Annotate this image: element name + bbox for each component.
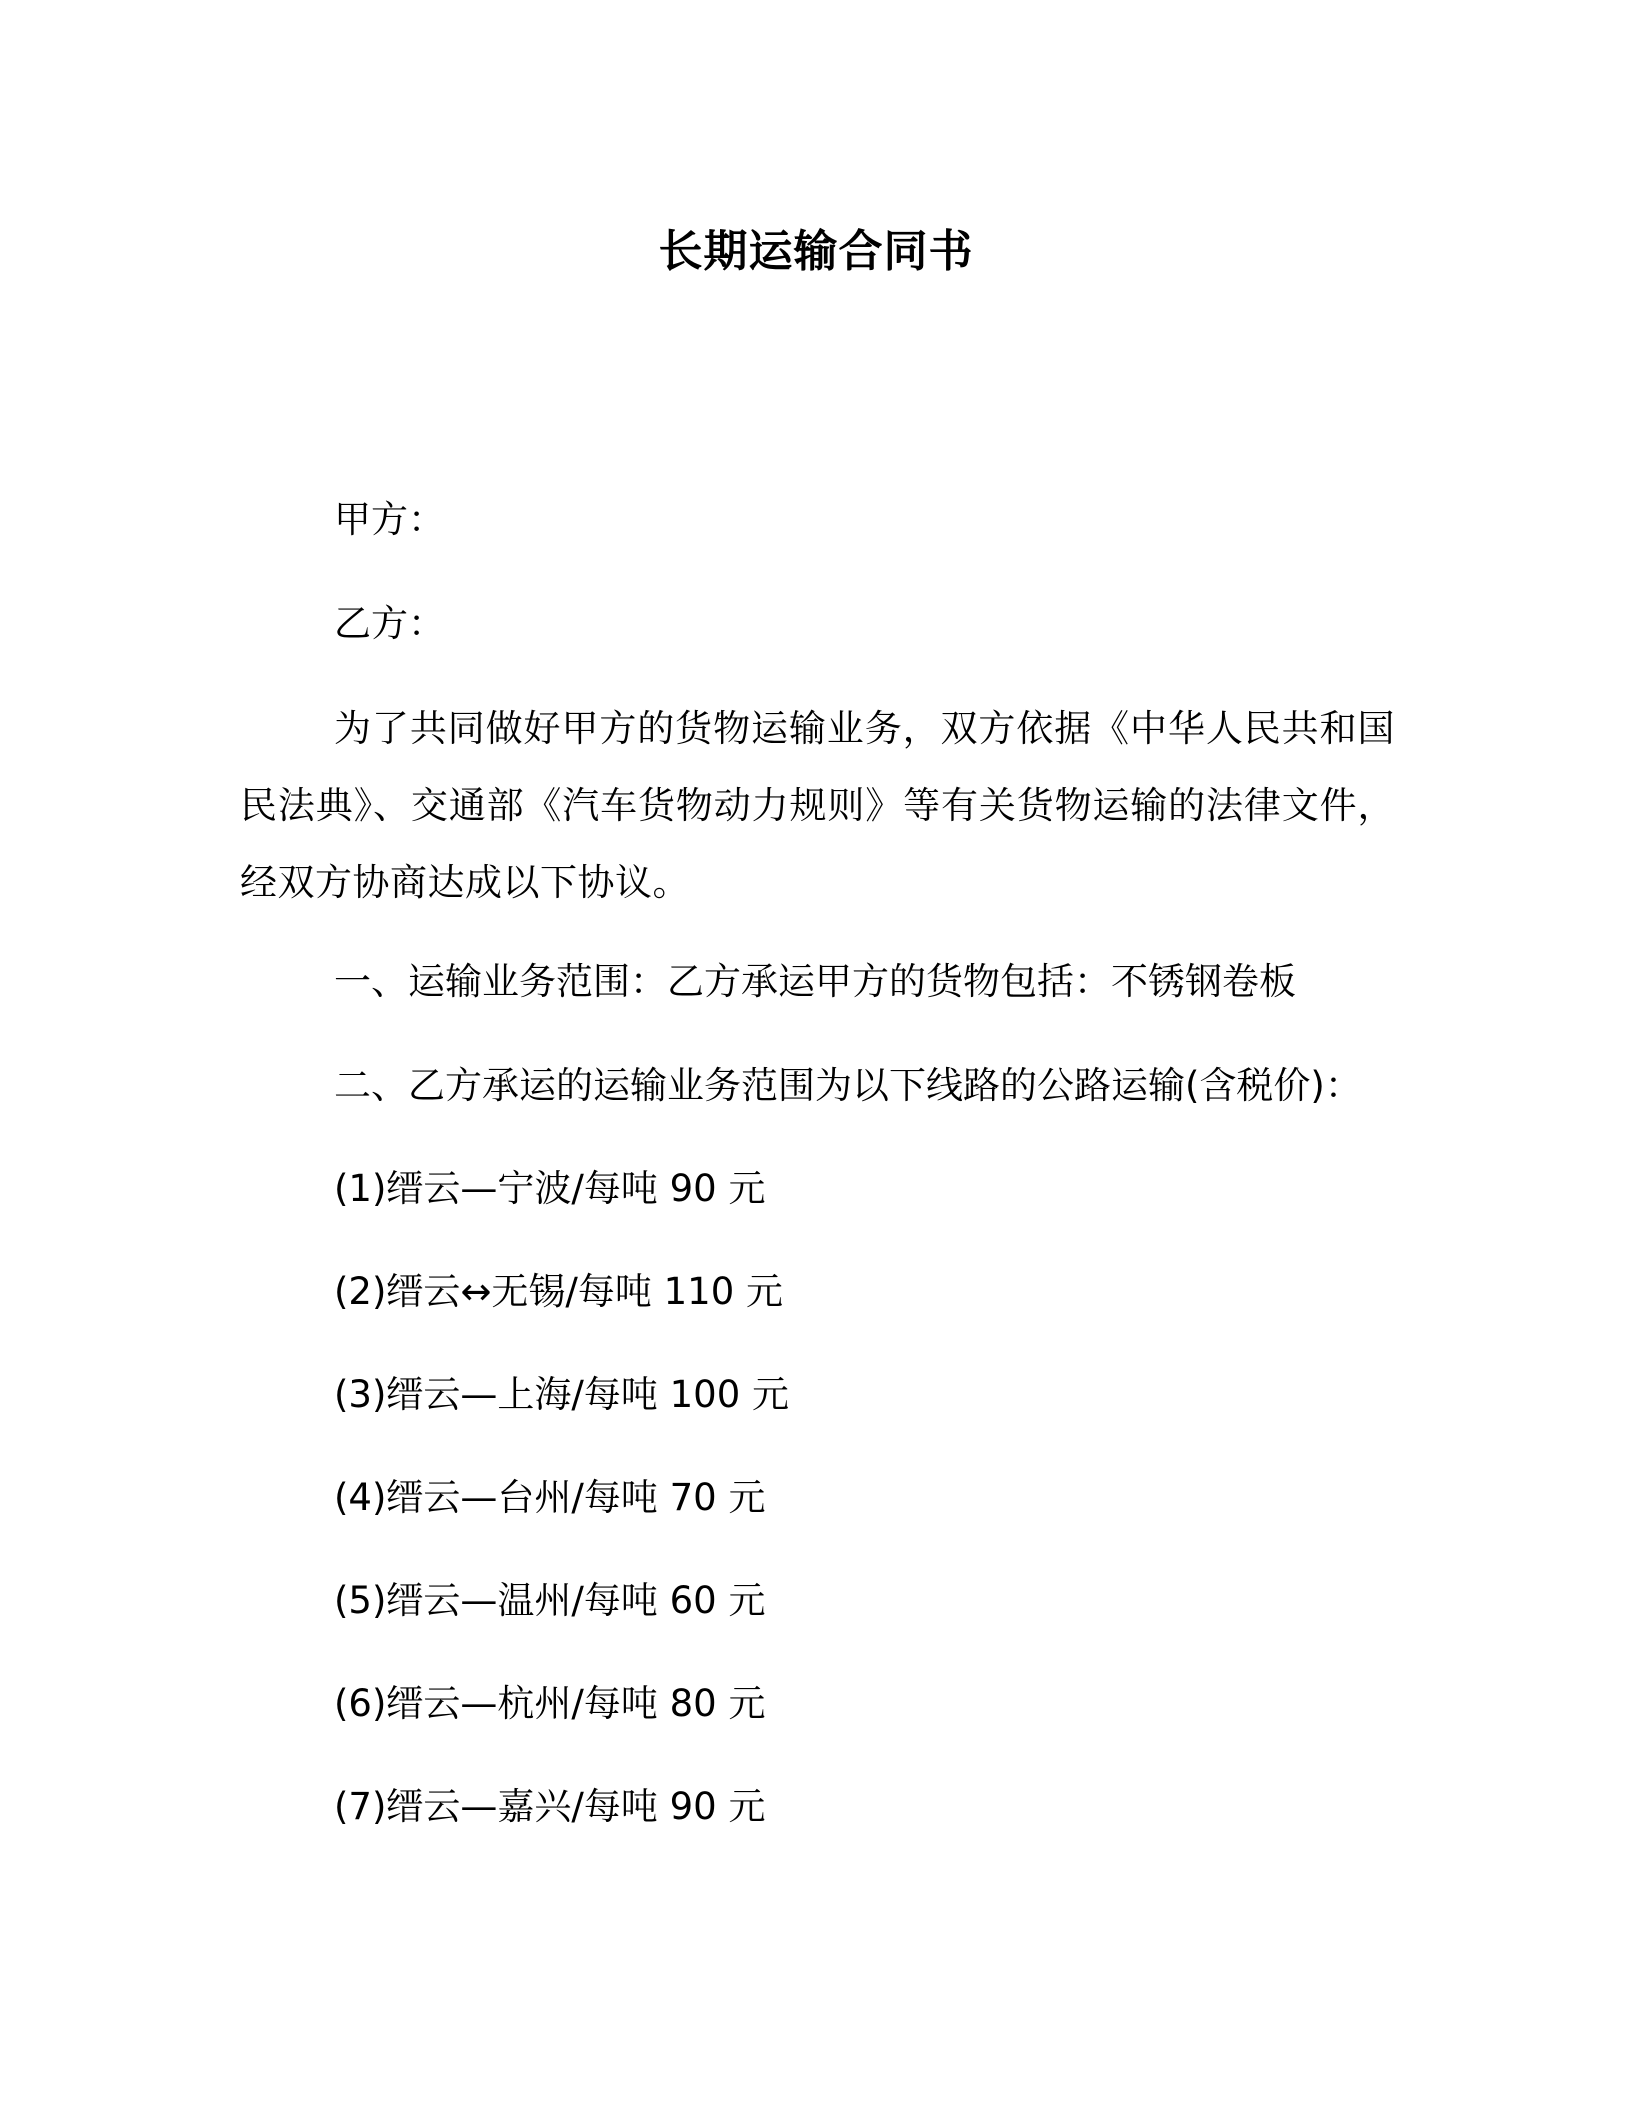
- preamble-paragraph: 为了共同做好甲方的货物运输业务，双方依据《中华人民共和国民法典》、交通部《汽车货物动力规则》等有关货物运输的法律文件，经双方协商达成以下协议。: [240, 707, 1395, 904]
- route-item: (1)缙云—宁波/每吨 90 元: [334, 1167, 766, 1210]
- document-title: 长期运输合同书: [658, 226, 974, 277]
- clause-2: 二、乙方承运的运输业务范围为以下线路的公路运输(含税价)：: [334, 1064, 1362, 1107]
- party-b-label: 乙方：: [334, 602, 445, 645]
- route-item: (7)缙云—嘉兴/每吨 90 元: [334, 1785, 766, 1828]
- route-item: (2)缙云↔无锡/每吨 110 元: [334, 1270, 784, 1313]
- route-item: (4)缙云—台州/每吨 70 元: [334, 1476, 766, 1519]
- party-a-label: 甲方：: [334, 498, 445, 541]
- route-item: (3)缙云—上海/每吨 100 元: [334, 1373, 790, 1416]
- route-item: (5)缙云—温州/每吨 60 元: [334, 1579, 766, 1622]
- route-item: (6)缙云—杭州/每吨 80 元: [334, 1682, 766, 1725]
- clause-1: 一、运输业务范围：乙方承运甲方的货物包括：不锈钢卷板: [334, 960, 1296, 1003]
